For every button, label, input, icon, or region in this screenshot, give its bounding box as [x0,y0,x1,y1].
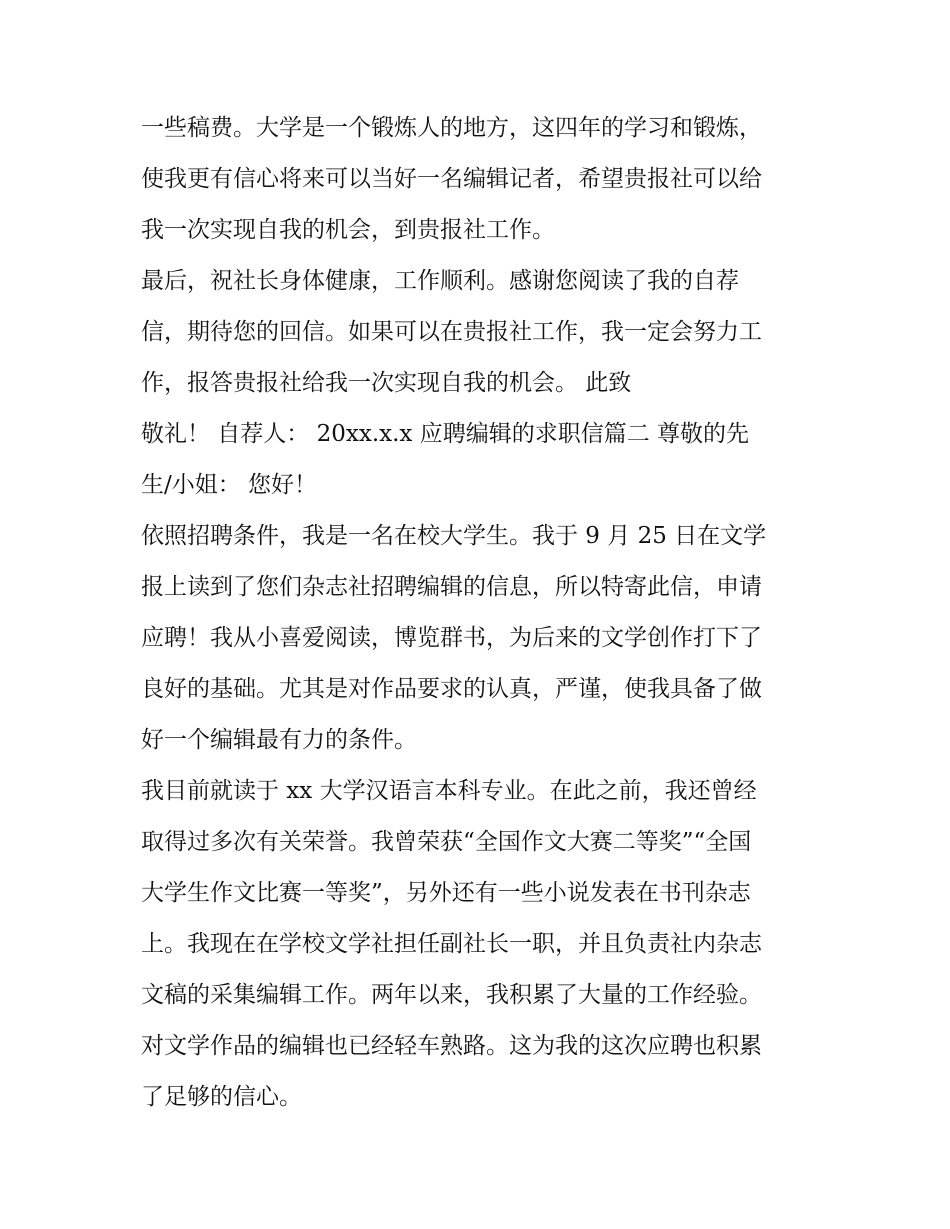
text-line: 一些稿费。大学是一个锻炼人的地方，这四年的学习和锻炼， [141,115,762,141]
text-line: 生/小姐： 您好！ [141,472,318,498]
text-line: 取得过多次有关荣誉。我曾荣获“全国作文大赛二等奖”“全国 [141,829,752,855]
text-line: 使我更有信心将来可以当好一名编辑记者，希望贵报社可以给 [141,166,762,192]
text-line: 最后，祝社长身体健康，工作顺利。感谢您阅读了我的自荐 [141,268,739,294]
text-line: 应聘！我从小喜爱阅读，博览群书，为后来的文学创作打下了 [141,625,762,651]
text-line: 了足够的信心。 [141,1084,302,1110]
text-line: 信，期待您的回信。如果可以在贵报社工作，我一定会努力工 [141,319,762,345]
text-line: 我目前就读于 xx 大学汉语言本科专业。在此之前，我还曾经 [141,778,757,804]
text-line: 作，报答贵报社给我一次实现自我的机会。 此致 [141,370,632,396]
text-line: 我一次实现自我的机会，到贵报社工作。 [141,217,555,243]
text-line: 敬礼！ 自荐人： 20xx.x.x 应聘编辑的求职信篇二 尊敬的先 [141,421,750,447]
text-line: 依照招聘条件，我是一名在校大学生。我于 9 月 25 日在文学 [141,523,767,549]
text-line: 良好的基础。尤其是对作品要求的认真，严谨，使我具备了做 [141,676,762,702]
text-line: 大学生作文比赛一等奖”，另外还有一些小说发表在书刊杂志 [141,880,751,906]
text-line: 上。我现在在学校文学社担任副社长一职，并且负责社内杂志 [141,931,762,957]
letter-body [141,103,821,1123]
text-line: 文稿的采集编辑工作。两年以来，我积累了大量的工作经验。 [141,982,762,1008]
text-line: 报上读到了您们杂志社招聘编辑的信息，所以特寄此信，申请 [141,574,762,600]
text-line: 好一个编辑最有力的条件。 [141,727,417,753]
text-line: 对文学作品的编辑也已经轻车熟路。这为我的这次应聘也积累 [141,1033,762,1059]
